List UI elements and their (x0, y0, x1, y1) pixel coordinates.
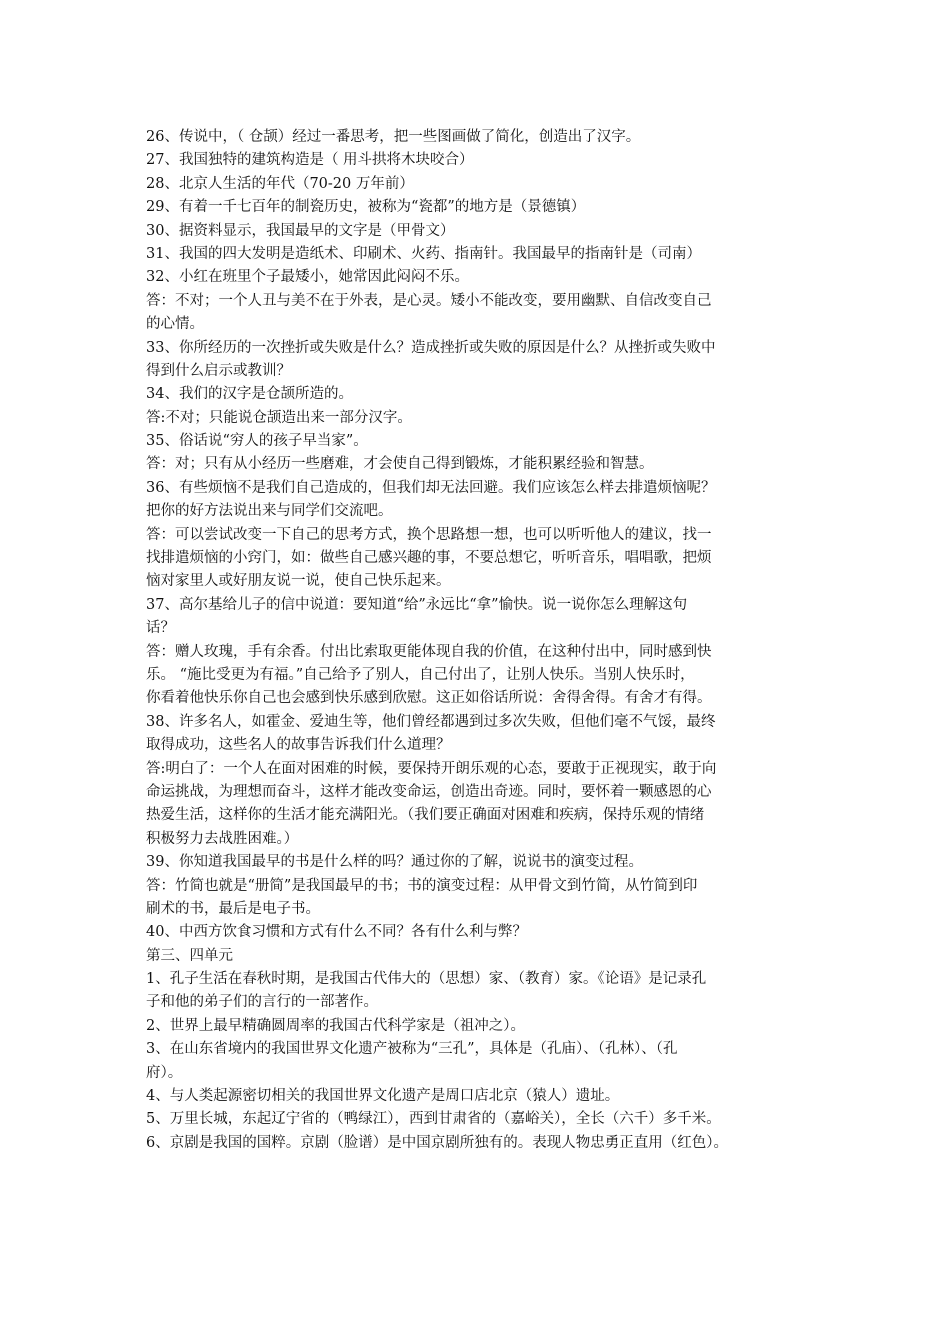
text-line: 府）。 (146, 1064, 183, 1081)
text-line: 乐。 “施比受更为有福。”自己给予了别人，自己付出了，让别人快乐。当别人快乐时， (146, 666, 695, 683)
text-line: 你看着他快乐你自己也会感到快乐感到欣慰。这正如俗话所说：舍得舍得。有舍才有得。 (146, 690, 712, 707)
text-line: 恼对家里人或好朋友说一说，使自己快乐起来。 (146, 573, 451, 590)
text-line: 34、我们的汉字是仓颉所造的。 (146, 386, 353, 403)
text-line: 40、中西方饮食习惯和方式有什么不同？各有什么利与弊？ (146, 924, 527, 941)
text-line: 1、孔子生活在春秋时期，是我国古代伟大的（思想）家、（教育）家。《论语》是记录孔 (146, 971, 707, 988)
text-line: 取得成功，这些名人的故事告诉我们什么道理？ (146, 737, 451, 754)
text-line: 得到什么启示或教训？ (146, 362, 291, 379)
text-line: 热爱生活，这样你的生活才能充满阳光。（我们要正确面对困难和疾病，保持乐观的情绪 (146, 807, 705, 824)
text-line: 子和他的弟子们的言行的一部著作。 (146, 994, 378, 1011)
text-line: 27、我国独特的建筑构造是（ 用斗拱将木块咬合） (146, 152, 474, 169)
text-line: 26、传说中，（ 仓颉）经过一番思考，把一些图画做了简化，创造出了汉字。 (146, 129, 641, 145)
text-line: 37、高尔基给儿子的信中说道：要知道“给”永远比“拿”愉快。说一说你怎么理解这句 (146, 596, 688, 613)
text-line: 积极努力去战胜困难。） (146, 830, 299, 847)
text-line: 答：可以尝试改变一下自己的思考方式，换个思路想一想，也可以听听他人的建议，找一 (146, 526, 712, 543)
text-line: 29、有着一千七百年的制瓷历史，被称为“瓷都”的地方是（景德镇） (146, 199, 586, 216)
text-line: 38、许多名人，如霍金、爱迪生等，他们曾经都遇到过多次失败，但他们毫不气馁，最终 (146, 713, 716, 730)
text-line: 答：不对；一个人丑与美不在于外表，是心灵。矮小不能改变，要用幽默、自信改变自己 (146, 292, 712, 309)
text-line: 36、有些烦恼不是我们自己造成的，但我们却无法回避。我们应该怎么样去排遣烦恼呢？ (146, 479, 716, 496)
text-line: 答:不对；只能说仓颉造出来一部分汉字。 (146, 409, 412, 426)
text-line: 31、我国的四大发明是造纸术、印刷术、火药、指南针。我国最早的指南针是（司南） (146, 245, 701, 262)
text-line: 33、你所经历的一次挫折或失败是什么？造成挫折或失败的原因是什么？从挫折或失败中 (146, 339, 716, 356)
text-line: 4、与人类起源密切相关的我国世界文化遗产是周口店北京（猿人）遗址。 (146, 1088, 620, 1105)
text-line: 答:明白了：一个人在面对困难的时候，要保持开朗乐观的心态，要敢于正视现实，敢于向 (146, 760, 717, 777)
text-line: 28、北京人生活的年代（70-20 万年前） (146, 175, 414, 192)
text-line: 把你的好方法说出来与同学们交流吧。 (146, 503, 393, 520)
text-line: 5、万里长城，东起辽宁省的（鸭绿江），西到甘肃省的（嘉峪关），全长（六千）多千米。 (146, 1111, 721, 1128)
text-line: 3、在山东省境内的我国世界文化遗产被称为“三孔”，具体是（孔庙）、（孔林）、（孔 (146, 1041, 678, 1058)
text-line: 答：竹简也就是“册简”是我国最早的书；书的演变过程：从甲骨文到竹简，从竹简到印 (146, 877, 698, 894)
text-line: 刷术的书，最后是电子书。 (146, 900, 320, 917)
text-line: 35、俗话说“穷人的孩子早当家”。 (146, 433, 368, 450)
text-line: 答：对；只有从小经历一些磨难，才会使自己得到锻炼，才能积累经验和智慧。 (146, 456, 654, 473)
text-line: 6、京剧是我国的国粹。京剧（脸谱）是中国京剧所独有的。表现人物忠勇正直用（红色）。 (146, 1134, 728, 1151)
text-line: 话？ (146, 620, 175, 637)
text-line: 30、据资料显示，我国最早的文字是（甲骨文） (146, 222, 455, 239)
text-line: 找排遣烦恼的小窍门，如：做些自己感兴趣的事，不要总想它，听听音乐，唱唱歌，把烦 (146, 550, 712, 567)
text-line: 的心情。 (146, 316, 204, 333)
text-line: 32、小红在班里个子最矮小，她常因此闷闷不乐。 (146, 269, 469, 286)
text-line: 2、世界上最早精确圆周率的我国古代科学家是（祖冲之）。 (146, 1017, 525, 1034)
section-heading: 第三、四单元 (146, 947, 233, 964)
text-line: 39、你知道我国最早的书是什么样的吗？通过你的了解，说说书的演变过程。 (146, 854, 643, 871)
text-line: 命运挑战，为理想而奋斗，这样才能改变命运，创造出奇迹。同时，要怀着一颗感恩的心 (146, 783, 712, 800)
text-line: 答：赠人玫瑰，手有余香。付出比索取更能体现自我的价值，在这种付出中，同时感到快 (146, 643, 712, 660)
document-page (146, 126, 826, 1155)
